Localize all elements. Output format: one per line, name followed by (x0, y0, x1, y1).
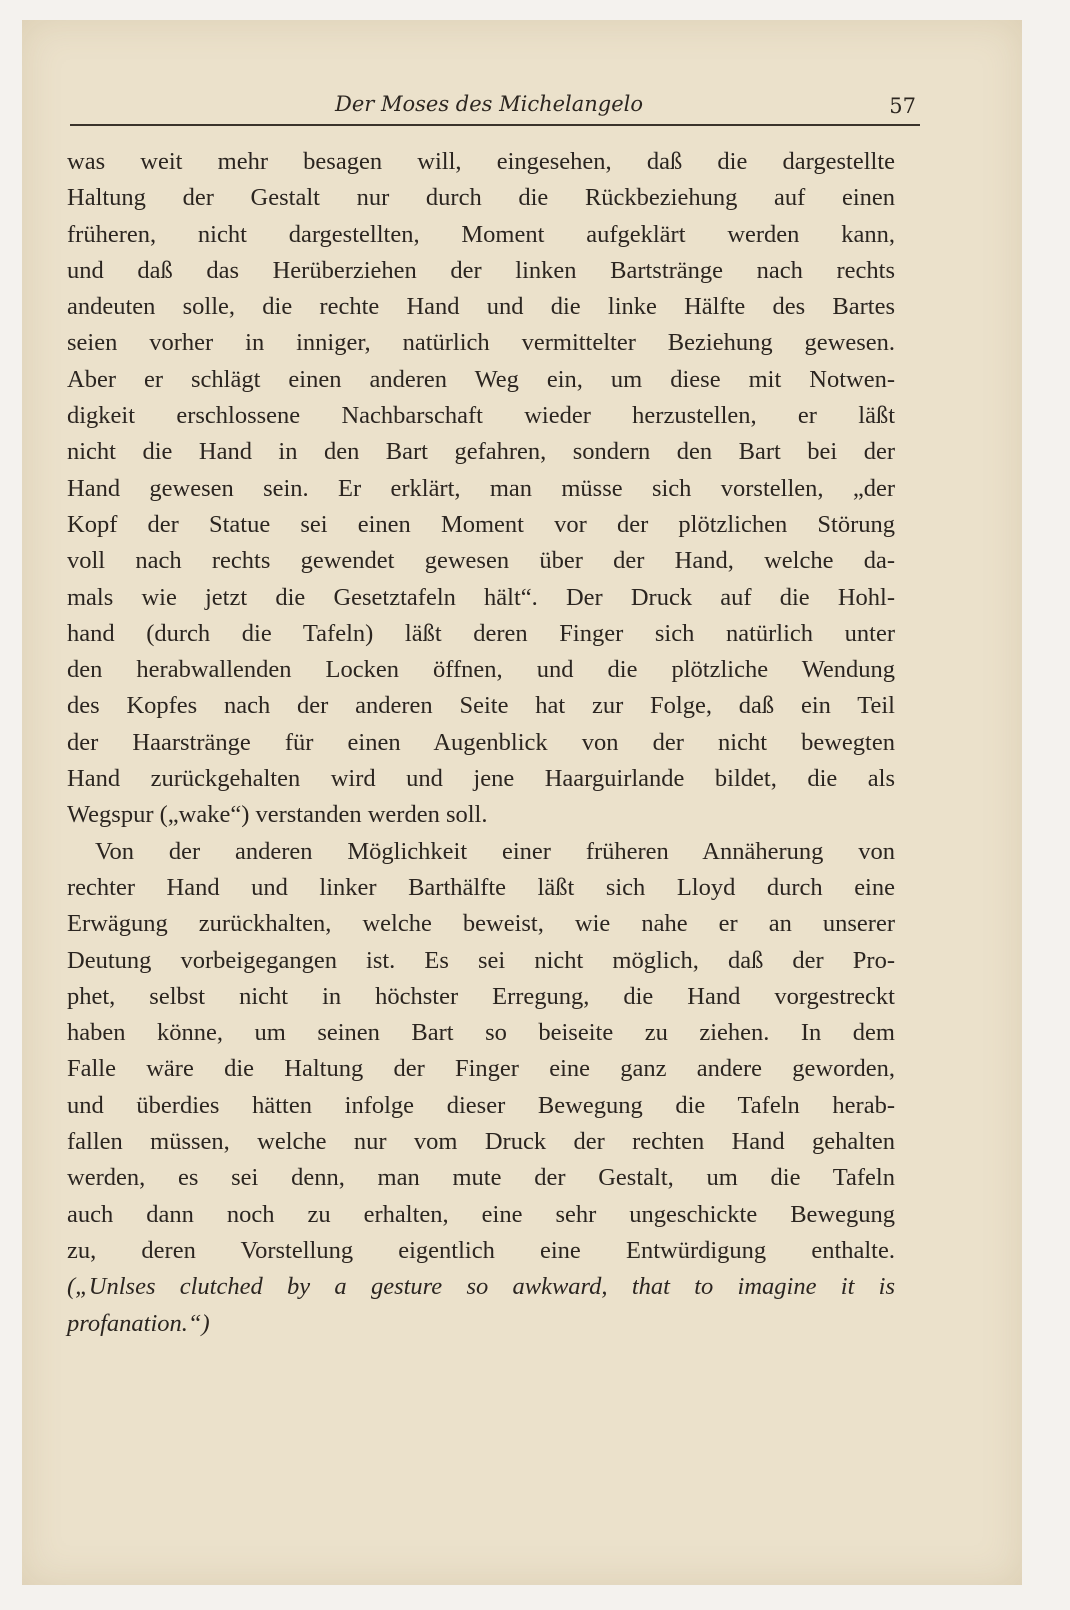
text-line: hand (durch die Tafeln) läßt deren Finger sich natürlich unter (67, 619, 895, 647)
text-line: Deutung vorbeigegangen ist. Es sei nicht möglich, daß der Pro- (67, 946, 895, 974)
text-line: des Kopfes nach der anderen Seite hat zur Folge, daß ein Teil (67, 692, 895, 720)
page-header (70, 92, 920, 126)
text-line: werden, es sei denn, man mute der Gestalt, um die Tafeln (67, 1164, 895, 1192)
text-line: zu, deren Vorstellung eigentlich eine Entwürdigung enthalte. (67, 1236, 895, 1264)
running-title: Der Moses des Michelangelo (335, 92, 644, 116)
text-line: Falle wäre die Haltung der Finger eine ganz andere geworden, (67, 1055, 895, 1083)
text-line: früheren, nicht dargestellten, Moment aufgeklärt werden kann, (67, 220, 895, 248)
text-line: Von der anderen Möglichkeit einer früheren Annäherung von (95, 837, 895, 865)
text-line: was weit mehr besagen will, eingesehen, daß die dargestellte (67, 148, 895, 175)
text-line: Haltung der Gestalt nur durch die Rückbeziehung auf einen (67, 184, 895, 212)
text-line: Aber er schlägt einen anderen Weg ein, um diese mit Notwen- (67, 365, 895, 393)
body-text (67, 144, 895, 1342)
text-line: und daß das Herüberziehen der linken Bartstränge nach rechts (67, 256, 895, 284)
text-line: der Haarstränge für einen Augenblick von der nicht bewegten (67, 728, 895, 756)
text-line: den herabwallenden Locken öffnen, und die plötzliche Wendung (67, 656, 895, 684)
text-line: digkeit erschlossene Nachbarschaft wieder herzustellen, er läßt (67, 402, 895, 430)
text-line: nicht die Hand in den Bart gefahren, sondern den Bart bei der (67, 438, 895, 466)
text-line: profanation.“) (67, 1309, 210, 1337)
text-line: seien vorher in inniger, natürlich vermittelter Beziehung gewesen. (67, 329, 895, 357)
page-number: 57 (889, 94, 916, 118)
text-line: Kopf der Statue sei einen Moment vor der plötzlichen Störung (67, 510, 895, 538)
text-line: mals wie jetzt die Gesetztafeln hält“. Der Druck auf die Hohl- (67, 583, 895, 611)
text-line: Wegspur („wake“) verstanden werden soll. (67, 801, 488, 829)
text-line: fallen müssen, welche nur vom Druck der rechten Hand gehalten (67, 1128, 895, 1156)
text-line: („Unlses clutched by a gesture so awkward, that to imagine it is (67, 1273, 895, 1301)
text-line: rechter Hand und linker Barthälfte läßt sich Lloyd durch eine (67, 873, 895, 901)
book-page (22, 20, 1022, 1585)
text-line: Erwägung zurückhalten, welche beweist, wie nahe er an unserer (67, 910, 895, 938)
text-line: Hand gewesen sein. Er erklärt, man müsse sich vorstellen, „der (67, 474, 895, 502)
text-line: Hand zurückgehalten wird und jene Haarguirlande bildet, die als (67, 765, 895, 793)
text-line: und überdies hätten infolge dieser Bewegung die Tafeln herab- (67, 1091, 895, 1119)
text-line: andeuten solle, die rechte Hand und die linke Hälfte des Bartes (67, 293, 895, 321)
text-line: auch dann noch zu erhalten, eine sehr ungeschickte Bewegung (67, 1200, 895, 1228)
text-line: phet, selbst nicht in höchster Erregung, die Hand vorgestreckt (67, 982, 895, 1010)
text-line: haben könne, um seinen Bart so beiseite zu ziehen. In dem (67, 1019, 895, 1047)
text-line: voll nach rechts gewendet gewesen über der Hand, welche da- (67, 547, 895, 575)
